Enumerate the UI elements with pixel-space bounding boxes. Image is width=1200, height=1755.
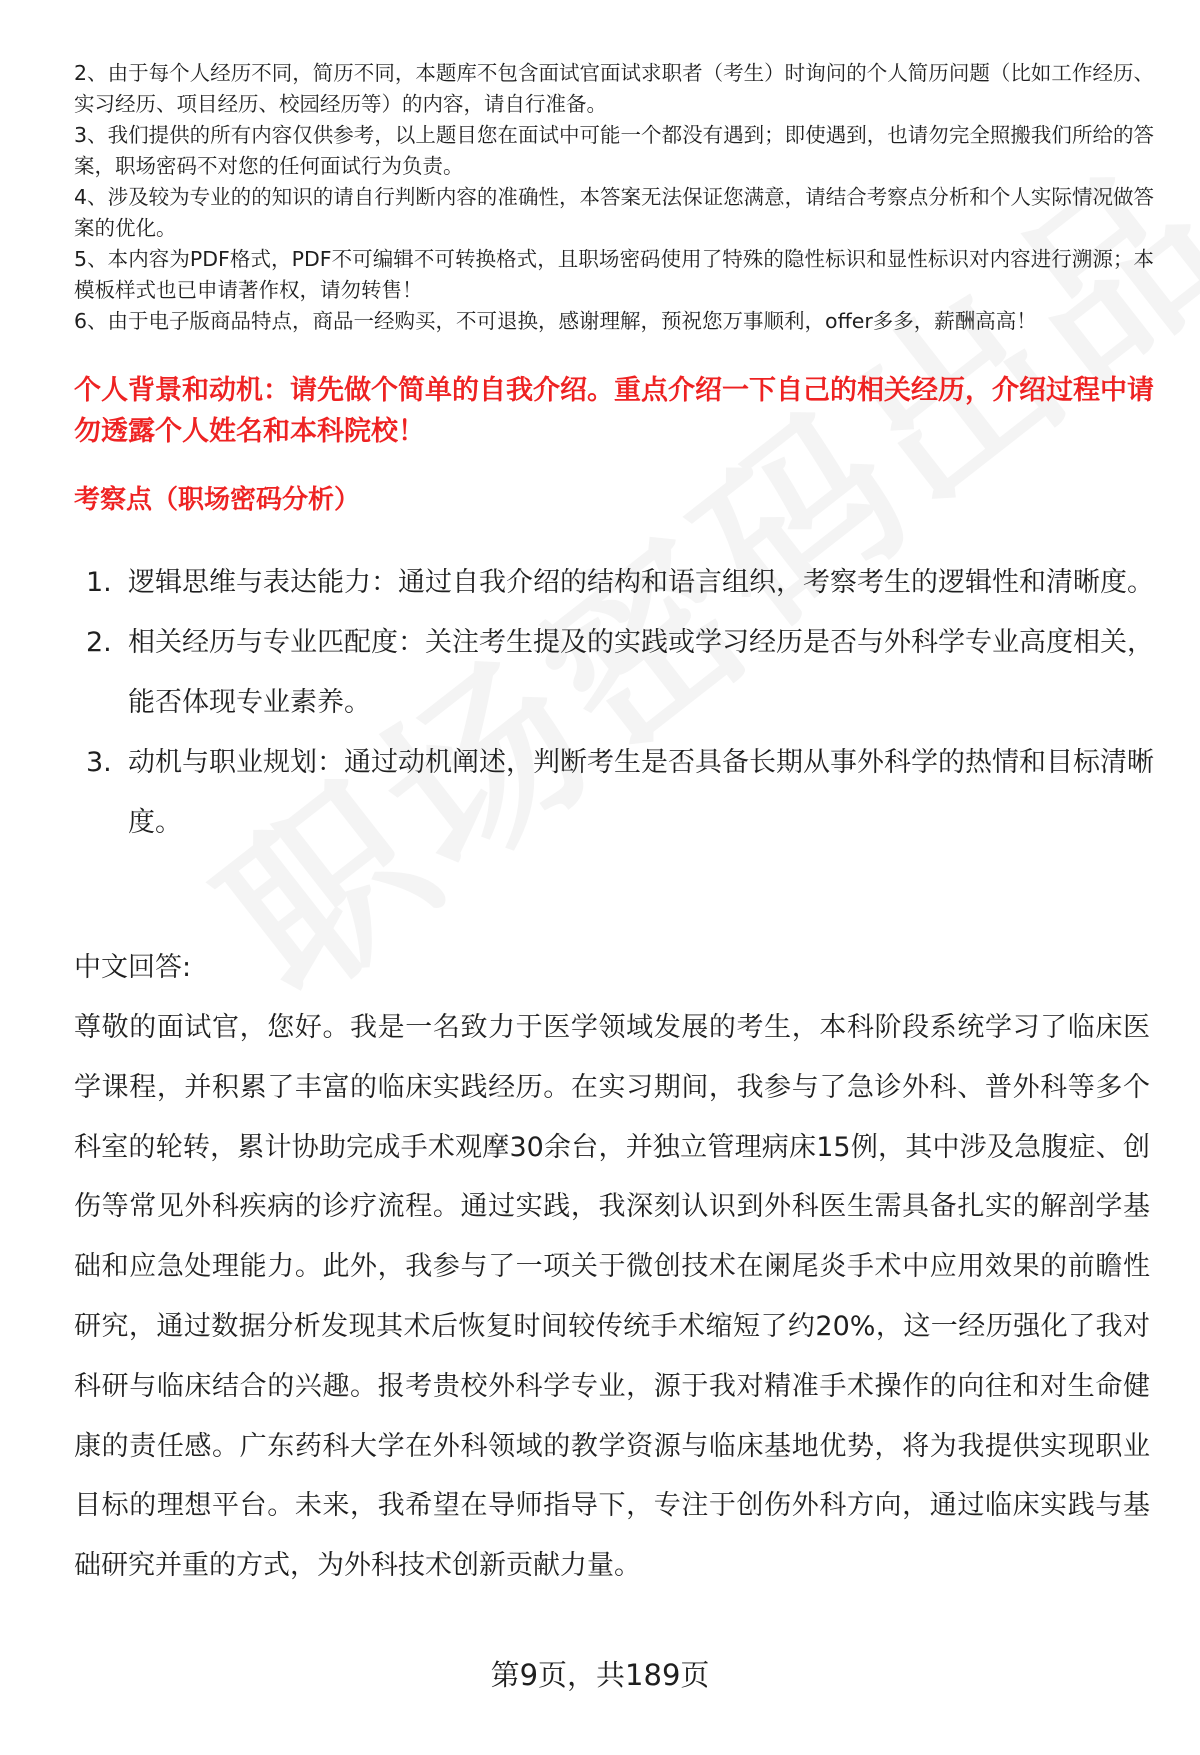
analysis-point [74, 733, 1154, 853]
note-item: 4、涉及较为专业的的知识的请自行判断内容的准确性，本答案无法保证您满意，请结合考察点分析和个人实际情况做答案的优化。 [74, 185, 1154, 240]
note-item: 5、本内容为PDF格式，PDF不可编辑不可转换格式，且职场密码使用了特殊的隐性标识和显性标识对内容进行溯源；本模板样式也已申请著作权，请勿转售！ [74, 247, 1154, 302]
answer-body: 尊敬的面试官，您好。我是一名致力于医学领域发展的考生，本科阶段系统学习了临床医学课程，并积累了丰富的临床实践经历。在实习期间，我参与了急诊外科、普外科等多个科室的轮转，累计协助完成手术观摩30余台，并独立管理病床15例，其中涉及急腹症、创伤等常见外科疾病的诊疗流程。通过实践，我深刻认识到外科医生需具备扎实的解剖学基础和应急处理能力。此外，我参与了一项关于微创技术在阑尾炎手术中应用效果的前瞻性研究，通过数据分析发现其术后恢复时间较传统手术缩短了约20%，这一经历强化了我对科研与临床结合的兴趣。报考贵校外科学专业，源于我对精准手术操作的向往和对生命健康的责任感。广东药科大学在外科领域的教学资源与临床基地优势，将为我提供实现职业目标的理想平台。未来，我希望在导师指导下，专注于创伤外科方向，通过临床实践与基础研究并重的方式，为外科技术创新贡献力量。 [74, 1012, 1150, 1582]
analysis-point [74, 613, 1154, 733]
note-item: 2、由于每个人经历不同，简历不同，本题库不包含面试官面试求职者（考生）时询问的个人简历问题（比如工作经历、实习经历、项目经历、校园经历等）的内容，请自行准备。 [74, 61, 1154, 116]
analysis-title: 考察点（职场密码分析） [74, 485, 361, 515]
analysis-points-list [74, 553, 1154, 853]
note-item: 3、我们提供的所有内容仅供参考，以上题目您在面试中可能一个都没有遇到；即使遇到，也请勿完全照搬我们所给的答案，职场密码不对您的任何面试行为负责。 [74, 123, 1154, 178]
point-text: 动机与职业规划：通过动机阐述，判断考生是否具备长期从事外科学的热情和目标清晰度。 [128, 747, 1154, 838]
point-text: 相关经历与专业匹配度：关注考生提及的实践或学习经历是否与外科学专业高度相关，能否体现专业素养。 [128, 627, 1154, 718]
point-text: 逻辑思维与表达能力：通过自我介绍的结构和语言组织，考察考生的逻辑性和清晰度。 [128, 567, 1154, 598]
point-number: 2. [86, 627, 112, 658]
note-item: 6、由于电子版商品特点，商品一经购买，不可退换，感谢理解，预祝您万事顺利，offer多多，薪酬高高！ [74, 309, 1037, 333]
question-heading: 个人背景和动机：请先做个简单的自我介绍。重点介绍一下自己的相关经历，介绍过程中请勿透露个人姓名和本科院校！ [74, 375, 1154, 447]
page-footer: 第9页，共189页 [490, 1658, 710, 1692]
notes-block [74, 58, 1154, 337]
answer-label: 中文回答: [74, 952, 192, 983]
analysis-point [74, 553, 1154, 613]
point-number: 3. [86, 747, 112, 778]
point-number: 1. [86, 567, 112, 598]
